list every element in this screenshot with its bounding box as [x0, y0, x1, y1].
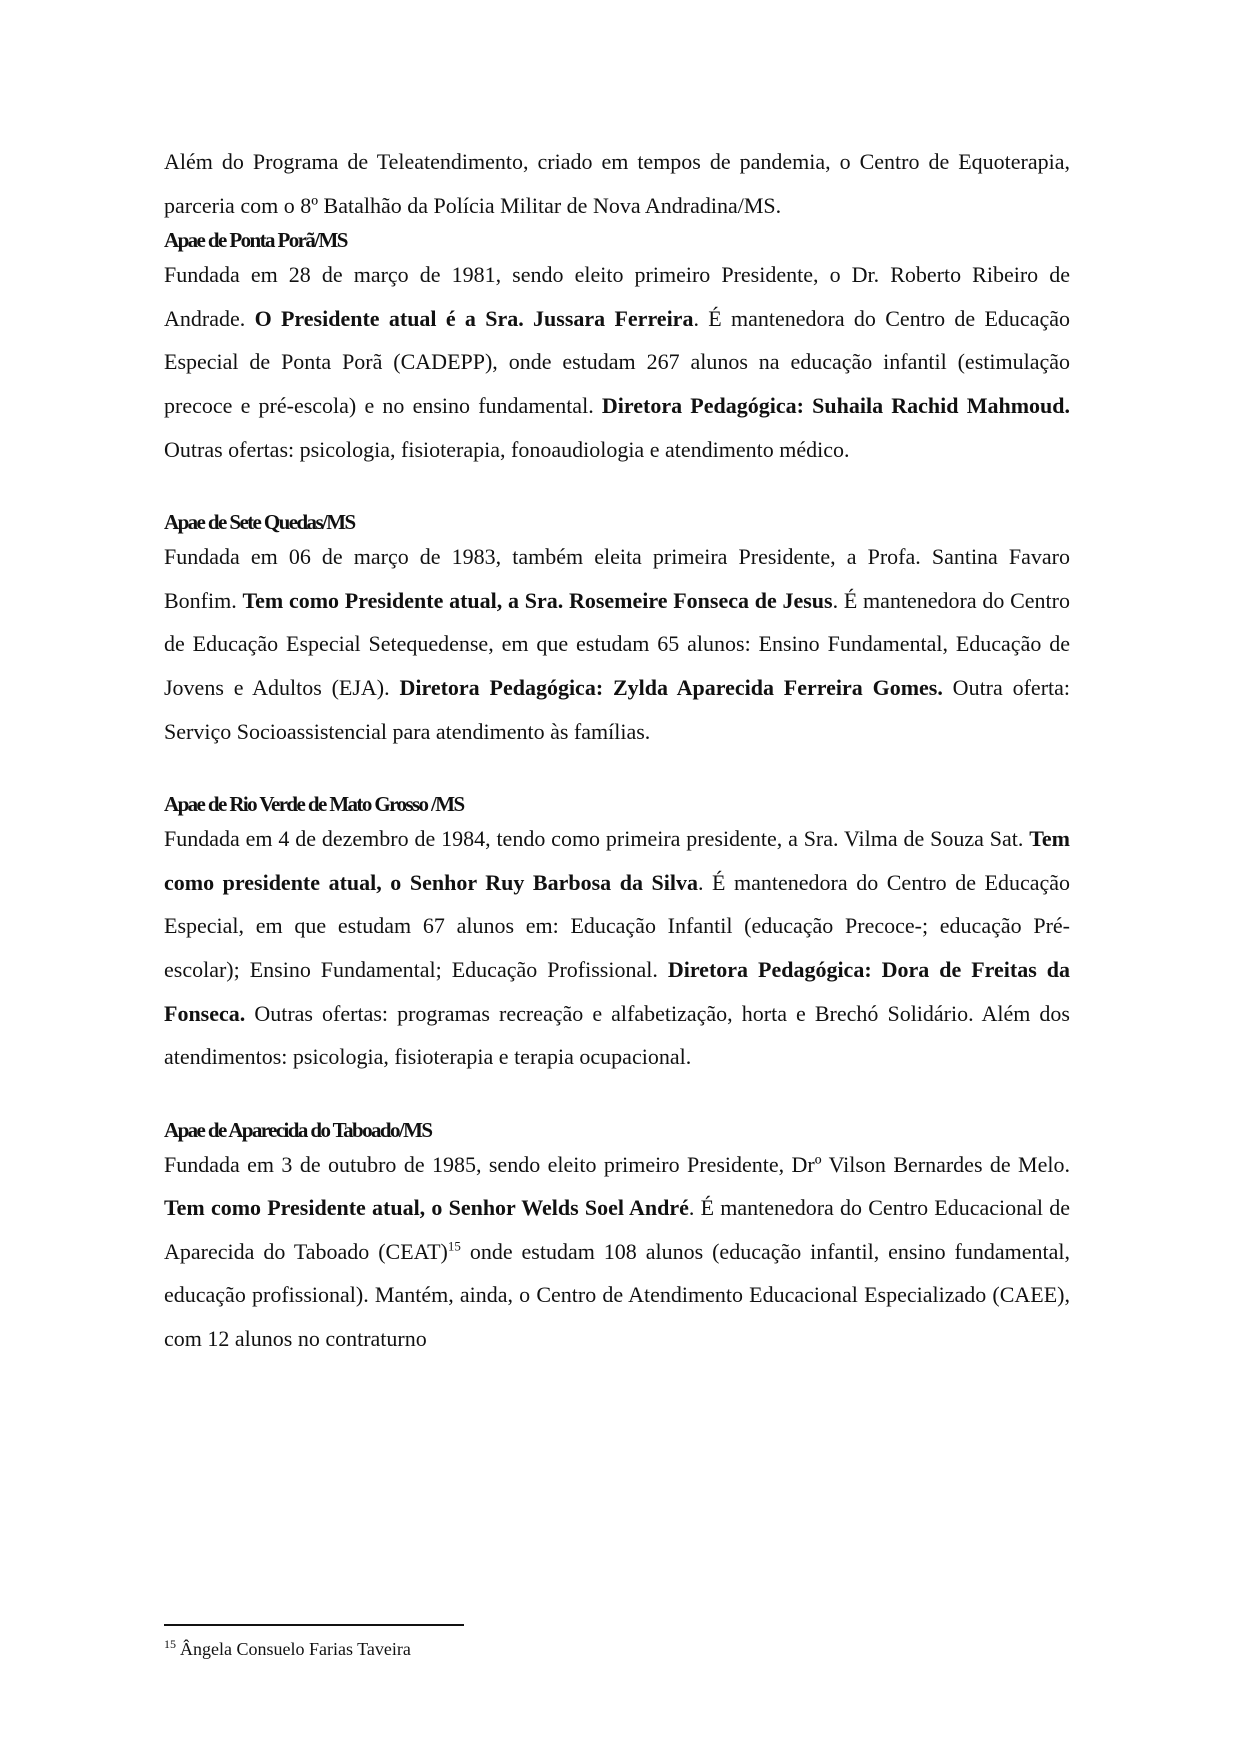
- section-sete-quedas: [164, 509, 1070, 753]
- section-aparecida-do-taboado: [164, 1117, 1070, 1361]
- section-paragraph: [164, 817, 1070, 1079]
- text-run: Outras ofertas: programas recreação e alfabetização, horta e Brechó Solidário. Além dos atendimentos: psicologia, fisioterapia e terapia ocupacional.: [164, 1000, 1070, 1070]
- text-run: . É mantenedora do Centro de Educação Especial, em que estudam 67 alunos em: Educação Infantil (educação Precoce-; educação Pré-escolar); Ensino Fundamental; Educação Profissional.: [164, 869, 1071, 982]
- text-run: . É mantenedora do Centro de Educação Especial Setequedense, em que estudam 65 alunos: Ensino Fundamental, Educação de Jovens e Adultos (EJA).: [164, 587, 1070, 700]
- footnote-separator: [164, 1624, 464, 1626]
- footnote-reference[interactable]: 15: [447, 1238, 461, 1254]
- section-paragraph: [164, 535, 1070, 753]
- section-rio-verde: [164, 791, 1070, 1079]
- document-body: [164, 140, 1070, 1361]
- section-heading: Apae de Sete Quedas/MS: [164, 510, 355, 535]
- section-heading: Apae de Aparecida do Taboado/MS: [164, 1117, 432, 1142]
- section-heading: Apae de Ponta Porã/MS: [164, 228, 347, 253]
- bold-run: Tem como Presidente atual, a Sra. Rosemeire Fonseca de Jesus: [242, 587, 833, 613]
- bold-run: Diretora Pedagógica: Suhaila Rachid Mahmoud.: [601, 392, 1070, 418]
- intro-paragraph: Além do Programa de Teleatendimento, criado em tempos de pandemia, o Centro de Equoterapia, parceria com o 8º Batalhão da Polícia Militar de Nova Andradina/MS.: [164, 149, 1070, 218]
- bold-run: O Presidente atual é a Sra. Jussara Ferreira: [254, 305, 694, 331]
- text-run: . É mantenedora do Centro Educacional de Aparecida do Taboado (CEAT): [164, 1195, 1070, 1264]
- text-run: Outras ofertas: psicologia, fisioterapia, fonoaudiologia e atendimento médico.: [164, 436, 850, 462]
- bold-run: Diretora Pedagógica: Dora de Freitas da Fonseca.: [164, 956, 1071, 1026]
- text-run: Fundada em 3 de outubro de 1985, sendo eleito primeiro Presidente, Drº Vilson Bernardes de Melo.: [164, 1151, 1070, 1177]
- section-paragraph: [164, 253, 1070, 471]
- bold-run: Tem como Presidente atual, o Senhor Welds Soel André: [164, 1195, 689, 1221]
- text-run: Fundada em 28 de março de 1981, sendo eleito primeiro Presidente, o Dr. Roberto Ribeiro de Andrade.: [164, 262, 1070, 331]
- text-run: Fundada em 4 de dezembro de 1984, tendo como primeira presidente, a Sra. Vilma de Souza Sat.: [164, 826, 1030, 852]
- footnote-text: Ângela Consuelo Farias Taveira: [180, 1639, 411, 1659]
- text-run: onde estudam 108 alunos (educação infantil, ensino fundamental, educação profissional). Mantém, ainda, o Centro de Atendimento Educacional Especializado (CAEE), com 12 alunos no contraturno: [164, 1238, 1070, 1352]
- text-run: Outra oferta: Serviço Socioassistencial para atendimento às famílias.: [164, 674, 1071, 744]
- text-run: . É mantenedora do Centro de Educação Especial de Ponta Porã (CADEPP), onde estudam 267 alunos na educação infantil (estimulação precoce e pré-escola) e no ensino fundamental.: [164, 305, 1070, 418]
- text-run: Fundada em 06 de março de 1983, também eleita primeira Presidente, a Profa. Santina Favaro Bonfim.: [164, 544, 1070, 613]
- footnote-number: 15: [164, 1637, 176, 1651]
- section-heading: Apae de Rio Verde de Mato Grosso /MS: [164, 792, 464, 817]
- bold-run: Diretora Pedagógica: Zylda Aparecida Ferreira Gomes.: [399, 674, 943, 700]
- footnote: [164, 1638, 411, 1660]
- bold-run: Tem como presidente atual, o Senhor Ruy Barbosa da Silva: [164, 826, 1070, 895]
- section-paragraph: [164, 1143, 1070, 1361]
- section-ponta-pora: [164, 227, 1070, 471]
